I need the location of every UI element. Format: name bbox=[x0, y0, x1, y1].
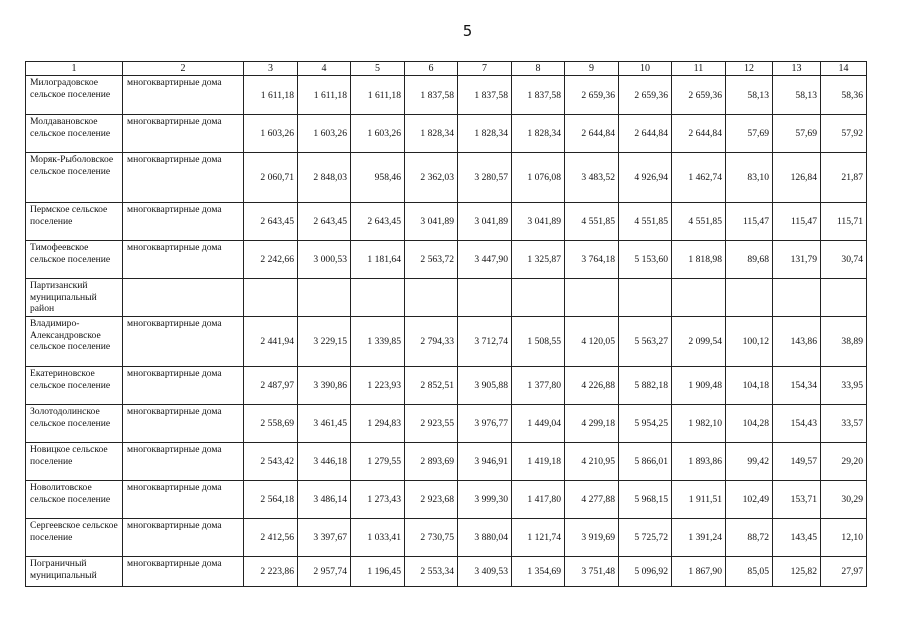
value-cell-col-5: 1 196,45 bbox=[351, 557, 405, 587]
value-cell-col-10: 2 659,36 bbox=[619, 76, 672, 115]
value-cell-col-8: 1 377,80 bbox=[512, 367, 565, 405]
value-cell-col-11: 2 659,36 bbox=[672, 76, 726, 115]
value-cell-col-10: 2 644,84 bbox=[619, 115, 672, 153]
column-number-11: 11 bbox=[672, 62, 726, 76]
value-cell-col-6: 2 362,03 bbox=[405, 153, 458, 203]
value-cell-col-10: 5 153,60 bbox=[619, 241, 672, 279]
value-cell-col-12: 88,72 bbox=[726, 519, 773, 557]
value-cell-col-13: 131,79 bbox=[773, 241, 821, 279]
value-cell-col-9: 4 551,85 bbox=[565, 203, 619, 241]
table-row bbox=[26, 367, 867, 405]
value-cell-col-5: 958,46 bbox=[351, 153, 405, 203]
value-cell-col-4: 2 957,74 bbox=[298, 557, 351, 587]
column-number-13: 13 bbox=[773, 62, 821, 76]
value-cell-col-11: 1 982,10 bbox=[672, 405, 726, 443]
value-cell-col-7: 3 409,53 bbox=[458, 557, 512, 587]
value-cell-col-11: 1 893,86 bbox=[672, 443, 726, 481]
column-number-3: 3 bbox=[244, 62, 298, 76]
value-cell-col-3 bbox=[244, 279, 298, 317]
value-cell-col-5: 1 611,18 bbox=[351, 76, 405, 115]
value-cell-col-7: 3 880,04 bbox=[458, 519, 512, 557]
value-cell-col-6: 2 923,55 bbox=[405, 405, 458, 443]
value-cell-col-7: 3 905,88 bbox=[458, 367, 512, 405]
value-cell-col-11: 2 099,54 bbox=[672, 317, 726, 367]
value-cell-col-12: 89,68 bbox=[726, 241, 773, 279]
value-cell-col-6: 2 923,68 bbox=[405, 481, 458, 519]
value-cell-col-3: 1 603,26 bbox=[244, 115, 298, 153]
value-cell-col-11: 4 551,85 bbox=[672, 203, 726, 241]
page-number: 5 bbox=[462, 22, 473, 40]
value-cell-col-8: 1 837,58 bbox=[512, 76, 565, 115]
value-cell-col-13: 126,84 bbox=[773, 153, 821, 203]
value-cell-col-12: 83,10 bbox=[726, 153, 773, 203]
value-cell-col-12: 57,69 bbox=[726, 115, 773, 153]
value-cell-col-13: 125,82 bbox=[773, 557, 821, 587]
value-cell-col-12: 104,18 bbox=[726, 367, 773, 405]
value-cell-col-8: 1 354,69 bbox=[512, 557, 565, 587]
table-row bbox=[26, 76, 867, 115]
table-row bbox=[26, 557, 867, 587]
column-number-4: 4 bbox=[298, 62, 351, 76]
settlement-name: Милоградовское сельское поселение bbox=[26, 76, 123, 115]
column-number-10: 10 bbox=[619, 62, 672, 76]
table-header-row bbox=[26, 62, 867, 76]
value-cell-col-4: 1 603,26 bbox=[298, 115, 351, 153]
column-number-8: 8 bbox=[512, 62, 565, 76]
value-cell-col-4: 3 486,14 bbox=[298, 481, 351, 519]
value-cell-col-3: 2 060,71 bbox=[244, 153, 298, 203]
value-cell-col-9: 3 751,48 bbox=[565, 557, 619, 587]
settlement-name: Пермское сельское поселение bbox=[26, 203, 123, 241]
settlement-name: Моряк-Рыболовское сельское поселение bbox=[26, 153, 123, 203]
value-cell-col-6: 1 828,34 bbox=[405, 115, 458, 153]
settlement-name: Новолитовское сельское поселение bbox=[26, 481, 123, 519]
table-row bbox=[26, 153, 867, 203]
value-cell-col-5: 1 294,83 bbox=[351, 405, 405, 443]
value-cell-col-13: 143,45 bbox=[773, 519, 821, 557]
column-number-9: 9 bbox=[565, 62, 619, 76]
value-cell-col-5: 1 273,43 bbox=[351, 481, 405, 519]
value-cell-col-13: 154,43 bbox=[773, 405, 821, 443]
value-cell-col-9: 3 764,18 bbox=[565, 241, 619, 279]
column-number-7: 7 bbox=[458, 62, 512, 76]
value-cell-col-6: 1 837,58 bbox=[405, 76, 458, 115]
value-cell-col-4: 3 000,53 bbox=[298, 241, 351, 279]
value-cell-col-9: 4 120,05 bbox=[565, 317, 619, 367]
table-row bbox=[26, 203, 867, 241]
value-cell-col-4: 3 229,15 bbox=[298, 317, 351, 367]
settlement-name: Владимиро-Александровское сельское поселение bbox=[26, 317, 123, 367]
value-cell-col-9: 4 226,88 bbox=[565, 367, 619, 405]
value-cell-col-14: 12,10 bbox=[821, 519, 867, 557]
housing-type: многоквартирные дома bbox=[123, 241, 244, 279]
value-cell-col-8: 1 325,87 bbox=[512, 241, 565, 279]
value-cell-col-10: 4 926,94 bbox=[619, 153, 672, 203]
value-cell-col-5: 1 033,41 bbox=[351, 519, 405, 557]
value-cell-col-8: 1 419,18 bbox=[512, 443, 565, 481]
value-cell-col-13: 154,34 bbox=[773, 367, 821, 405]
value-cell-col-11: 1 462,74 bbox=[672, 153, 726, 203]
settlement-name: Молдавановское сельское поселение bbox=[26, 115, 123, 153]
settlement-name: Партизанский муниципальный район bbox=[26, 279, 123, 317]
value-cell-col-7: 3 280,57 bbox=[458, 153, 512, 203]
housing-type: многоквартирные дома bbox=[123, 443, 244, 481]
value-cell-col-8: 1 508,55 bbox=[512, 317, 565, 367]
value-cell-col-11 bbox=[672, 279, 726, 317]
value-cell-col-14: 58,36 bbox=[821, 76, 867, 115]
value-cell-col-11: 2 644,84 bbox=[672, 115, 726, 153]
housing-type: многоквартирные дома bbox=[123, 76, 244, 115]
table-row bbox=[26, 115, 867, 153]
value-cell-col-3: 2 441,94 bbox=[244, 317, 298, 367]
value-cell-col-14: 27,97 bbox=[821, 557, 867, 587]
value-cell-col-9: 3 483,52 bbox=[565, 153, 619, 203]
value-cell-col-13 bbox=[773, 279, 821, 317]
value-cell-col-11: 1 818,98 bbox=[672, 241, 726, 279]
value-cell-col-14: 29,20 bbox=[821, 443, 867, 481]
value-cell-col-11: 1 867,90 bbox=[672, 557, 726, 587]
table-row bbox=[26, 519, 867, 557]
value-cell-col-12: 85,05 bbox=[726, 557, 773, 587]
table-row bbox=[26, 443, 867, 481]
value-cell-col-5: 2 643,45 bbox=[351, 203, 405, 241]
value-cell-col-9 bbox=[565, 279, 619, 317]
table-row bbox=[26, 405, 867, 443]
value-cell-col-11: 1 911,51 bbox=[672, 481, 726, 519]
value-cell-col-7: 3 712,74 bbox=[458, 317, 512, 367]
value-cell-col-9: 3 919,69 bbox=[565, 519, 619, 557]
value-cell-col-8: 1 121,74 bbox=[512, 519, 565, 557]
value-cell-col-4: 3 446,18 bbox=[298, 443, 351, 481]
value-cell-col-5 bbox=[351, 279, 405, 317]
value-cell-col-10: 5 882,18 bbox=[619, 367, 672, 405]
housing-type: многоквартирные дома bbox=[123, 557, 244, 587]
value-cell-col-3: 2 543,42 bbox=[244, 443, 298, 481]
value-cell-col-14: 33,95 bbox=[821, 367, 867, 405]
value-cell-col-7: 3 946,91 bbox=[458, 443, 512, 481]
table-row bbox=[26, 317, 867, 367]
value-cell-col-8: 1 828,34 bbox=[512, 115, 565, 153]
value-cell-col-7: 3 976,77 bbox=[458, 405, 512, 443]
value-cell-col-14 bbox=[821, 279, 867, 317]
value-cell-col-3: 2 223,86 bbox=[244, 557, 298, 587]
settlement-name: Пограничный муниципальный bbox=[26, 557, 123, 587]
housing-type: многоквартирные дома bbox=[123, 481, 244, 519]
value-cell-col-7: 1 828,34 bbox=[458, 115, 512, 153]
housing-type: многоквартирные дома bbox=[123, 203, 244, 241]
settlement-name: Тимофеевское сельское поселение bbox=[26, 241, 123, 279]
value-cell-col-5: 1 339,85 bbox=[351, 317, 405, 367]
value-cell-col-3: 2 564,18 bbox=[244, 481, 298, 519]
column-number-1: 1 bbox=[26, 62, 123, 76]
value-cell-col-14: 57,92 bbox=[821, 115, 867, 153]
value-cell-col-14: 30,74 bbox=[821, 241, 867, 279]
value-cell-col-8: 1 449,04 bbox=[512, 405, 565, 443]
value-cell-col-4: 2 643,45 bbox=[298, 203, 351, 241]
value-cell-col-8 bbox=[512, 279, 565, 317]
value-cell-col-5: 1 279,55 bbox=[351, 443, 405, 481]
housing-type bbox=[123, 279, 244, 317]
value-cell-col-5: 1 223,93 bbox=[351, 367, 405, 405]
value-cell-col-9: 2 659,36 bbox=[565, 76, 619, 115]
value-cell-col-4: 2 848,03 bbox=[298, 153, 351, 203]
value-cell-col-10: 5 563,27 bbox=[619, 317, 672, 367]
column-number-12: 12 bbox=[726, 62, 773, 76]
value-cell-col-14: 21,87 bbox=[821, 153, 867, 203]
value-cell-col-11: 1 909,48 bbox=[672, 367, 726, 405]
column-number-5: 5 bbox=[351, 62, 405, 76]
value-cell-col-7: 3 041,89 bbox=[458, 203, 512, 241]
value-cell-col-8: 1 417,80 bbox=[512, 481, 565, 519]
value-cell-col-4: 3 397,67 bbox=[298, 519, 351, 557]
value-cell-col-10: 5 096,92 bbox=[619, 557, 672, 587]
value-cell-col-7 bbox=[458, 279, 512, 317]
value-cell-col-7: 3 447,90 bbox=[458, 241, 512, 279]
value-cell-col-10: 4 551,85 bbox=[619, 203, 672, 241]
value-cell-col-12: 104,28 bbox=[726, 405, 773, 443]
housing-type: многоквартирные дома bbox=[123, 405, 244, 443]
value-cell-col-4 bbox=[298, 279, 351, 317]
value-cell-col-13: 115,47 bbox=[773, 203, 821, 241]
value-cell-col-6: 2 730,75 bbox=[405, 519, 458, 557]
settlement-name: Сергеевское сельское поселение bbox=[26, 519, 123, 557]
value-cell-col-3: 1 611,18 bbox=[244, 76, 298, 115]
value-cell-col-3: 2 242,66 bbox=[244, 241, 298, 279]
value-cell-col-9: 4 299,18 bbox=[565, 405, 619, 443]
value-cell-col-6: 3 041,89 bbox=[405, 203, 458, 241]
settlement-name: Новицкое сельское поселение bbox=[26, 443, 123, 481]
value-cell-col-3: 2 412,56 bbox=[244, 519, 298, 557]
housing-type: многоквартирные дома bbox=[123, 519, 244, 557]
table-row bbox=[26, 279, 867, 317]
housing-type: многоквартирные дома bbox=[123, 153, 244, 203]
value-cell-col-6: 2 893,69 bbox=[405, 443, 458, 481]
value-cell-col-13: 149,57 bbox=[773, 443, 821, 481]
value-cell-col-9: 4 277,88 bbox=[565, 481, 619, 519]
value-cell-col-8: 1 076,08 bbox=[512, 153, 565, 203]
value-cell-col-4: 3 390,86 bbox=[298, 367, 351, 405]
housing-type: многоквартирные дома bbox=[123, 317, 244, 367]
housing-type: многоквартирные дома bbox=[123, 367, 244, 405]
value-cell-col-12: 100,12 bbox=[726, 317, 773, 367]
value-cell-col-6: 2 852,51 bbox=[405, 367, 458, 405]
value-cell-col-13: 58,13 bbox=[773, 76, 821, 115]
value-cell-col-6: 2 563,72 bbox=[405, 241, 458, 279]
column-number-6: 6 bbox=[405, 62, 458, 76]
settlement-name: Золотодолинское сельское поселение bbox=[26, 405, 123, 443]
value-cell-col-14: 30,29 bbox=[821, 481, 867, 519]
value-cell-col-12: 58,13 bbox=[726, 76, 773, 115]
tariff-table bbox=[25, 61, 867, 587]
value-cell-col-13: 143,86 bbox=[773, 317, 821, 367]
value-cell-col-13: 57,69 bbox=[773, 115, 821, 153]
value-cell-col-14: 33,57 bbox=[821, 405, 867, 443]
value-cell-col-5: 1 181,64 bbox=[351, 241, 405, 279]
value-cell-col-8: 3 041,89 bbox=[512, 203, 565, 241]
value-cell-col-13: 153,71 bbox=[773, 481, 821, 519]
value-cell-col-12 bbox=[726, 279, 773, 317]
value-cell-col-14: 38,89 bbox=[821, 317, 867, 367]
value-cell-col-5: 1 603,26 bbox=[351, 115, 405, 153]
value-cell-col-3: 2 558,69 bbox=[244, 405, 298, 443]
value-cell-col-3: 2 643,45 bbox=[244, 203, 298, 241]
column-number-14: 14 bbox=[821, 62, 867, 76]
value-cell-col-10: 5 954,25 bbox=[619, 405, 672, 443]
value-cell-col-12: 115,47 bbox=[726, 203, 773, 241]
value-cell-col-4: 1 611,18 bbox=[298, 76, 351, 115]
value-cell-col-6 bbox=[405, 279, 458, 317]
value-cell-col-10 bbox=[619, 279, 672, 317]
value-cell-col-9: 4 210,95 bbox=[565, 443, 619, 481]
table-row bbox=[26, 481, 867, 519]
value-cell-col-11: 1 391,24 bbox=[672, 519, 726, 557]
value-cell-col-3: 2 487,97 bbox=[244, 367, 298, 405]
value-cell-col-10: 5 968,15 bbox=[619, 481, 672, 519]
value-cell-col-6: 2 553,34 bbox=[405, 557, 458, 587]
settlement-name: Екатериновское сельское поселение bbox=[26, 367, 123, 405]
value-cell-col-4: 3 461,45 bbox=[298, 405, 351, 443]
column-number-2: 2 bbox=[123, 62, 244, 76]
value-cell-col-12: 99,42 bbox=[726, 443, 773, 481]
value-cell-col-14: 115,71 bbox=[821, 203, 867, 241]
value-cell-col-9: 2 644,84 bbox=[565, 115, 619, 153]
value-cell-col-10: 5 725,72 bbox=[619, 519, 672, 557]
value-cell-col-7: 1 837,58 bbox=[458, 76, 512, 115]
value-cell-col-6: 2 794,33 bbox=[405, 317, 458, 367]
table-row bbox=[26, 241, 867, 279]
value-cell-col-12: 102,49 bbox=[726, 481, 773, 519]
housing-type: многоквартирные дома bbox=[123, 115, 244, 153]
value-cell-col-7: 3 999,30 bbox=[458, 481, 512, 519]
value-cell-col-10: 5 866,01 bbox=[619, 443, 672, 481]
